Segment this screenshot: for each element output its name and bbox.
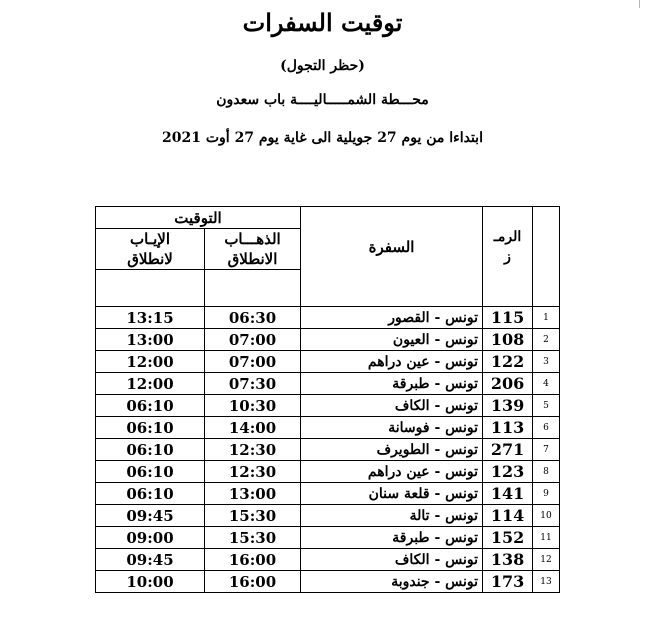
- table-row: [96, 571, 560, 593]
- row-index: 6: [533, 417, 560, 439]
- row-index: 3: [533, 351, 560, 373]
- trip-route: تونس - الطويرف: [301, 439, 483, 461]
- return-time: 09:45: [96, 505, 205, 527]
- return-time: 09:00: [96, 527, 205, 549]
- departure-time: 16:00: [205, 571, 301, 593]
- departure-time: 12:30: [205, 461, 301, 483]
- return-time: 12:00: [96, 351, 205, 373]
- departure-time: 14:00: [205, 417, 301, 439]
- departure-time: 15:30: [205, 527, 301, 549]
- trip-route: تونس - الكاف: [301, 395, 483, 417]
- table-row: [96, 505, 560, 527]
- row-index: 11: [533, 527, 560, 549]
- row-index: 8: [533, 461, 560, 483]
- trip-code: 122: [483, 351, 533, 373]
- trip-code: 173: [483, 571, 533, 593]
- row-index: 12: [533, 549, 560, 571]
- trip-code: 115: [483, 307, 533, 329]
- schedule-table: [95, 206, 560, 593]
- trip-route: تونس - تالة: [301, 505, 483, 527]
- table-row: [96, 461, 560, 483]
- trip-route: تونس - العيون: [301, 329, 483, 351]
- departure-time: 16:00: [205, 549, 301, 571]
- return-time: 13:15: [96, 307, 205, 329]
- departure-time: 13:00: [205, 483, 301, 505]
- trip-code: 108: [483, 329, 533, 351]
- trip-route: تونس - القصور: [301, 307, 483, 329]
- page-edge-marker: [639, 0, 640, 8]
- header-return: الإيـاب لانطلاق: [96, 229, 205, 270]
- header-trip: السفرة: [301, 207, 483, 307]
- row-index: 9: [533, 483, 560, 505]
- row-index: 5: [533, 395, 560, 417]
- trip-route: تونس - طبرقة: [301, 373, 483, 395]
- departure-time: 12:30: [205, 439, 301, 461]
- header-outbound: الذهـــاب الانطلاق: [205, 229, 301, 270]
- table-row: [96, 549, 560, 571]
- trip-route: تونس - فوسانة: [301, 417, 483, 439]
- trip-route: تونس - قلعة سنان: [301, 483, 483, 505]
- table-row: [96, 527, 560, 549]
- trip-code: 114: [483, 505, 533, 527]
- departure-time: 06:30: [205, 307, 301, 329]
- header-row-1: [96, 207, 560, 229]
- departure-time: 07:00: [205, 329, 301, 351]
- departure-time: 07:30: [205, 373, 301, 395]
- trip-code: 139: [483, 395, 533, 417]
- return-time: 06:10: [96, 395, 205, 417]
- header-timing: التوقيت: [96, 207, 301, 229]
- row-index: 7: [533, 439, 560, 461]
- trip-code: 113: [483, 417, 533, 439]
- departure-time: 07:00: [205, 351, 301, 373]
- table-row: [96, 373, 560, 395]
- departure-time: 10:30: [205, 395, 301, 417]
- return-time: 13:00: [96, 329, 205, 351]
- header-outbound-gap: [205, 270, 301, 307]
- return-time: 06:10: [96, 417, 205, 439]
- row-index: 13: [533, 571, 560, 593]
- table-row: [96, 351, 560, 373]
- trip-code: 152: [483, 527, 533, 549]
- return-time: 10:00: [96, 571, 205, 593]
- validity-period: ابتداءا من يوم 27 جويلية الى غاية يوم 27 أوت 2021: [162, 130, 483, 146]
- return-time: 06:10: [96, 483, 205, 505]
- table-row: [96, 439, 560, 461]
- row-index: 1: [533, 307, 560, 329]
- header-index-cell: [533, 207, 560, 307]
- trip-route: تونس - الكاف: [301, 549, 483, 571]
- return-time: 09:45: [96, 549, 205, 571]
- table-row: [96, 483, 560, 505]
- return-time: 06:10: [96, 439, 205, 461]
- trip-route: تونس - طبرقة: [301, 527, 483, 549]
- table-row: [96, 395, 560, 417]
- return-time: 12:00: [96, 373, 205, 395]
- return-time: 06:10: [96, 461, 205, 483]
- row-index: 10: [533, 505, 560, 527]
- trip-code: 206: [483, 373, 533, 395]
- departure-time: 15:30: [205, 505, 301, 527]
- station-name: محـــطة الشمـــــاليــــة باب سعدون: [216, 92, 429, 108]
- table-row: [96, 307, 560, 329]
- trip-route: تونس - عين دراهم: [301, 461, 483, 483]
- table-row: [96, 417, 560, 439]
- trip-code: 271: [483, 439, 533, 461]
- trip-route: تونس - جندوبة: [301, 571, 483, 593]
- trip-route: تونس - عين دراهم: [301, 351, 483, 373]
- header-code: الرمـ ز: [483, 207, 533, 307]
- document-subtitle: (حظر التجول): [280, 58, 365, 74]
- document-title: توقيت السفرات: [242, 8, 403, 37]
- row-index: 2: [533, 329, 560, 351]
- trip-code: 138: [483, 549, 533, 571]
- trip-code: 141: [483, 483, 533, 505]
- row-index: 4: [533, 373, 560, 395]
- table-row: [96, 329, 560, 351]
- header-return-gap: [96, 270, 205, 307]
- trip-code: 123: [483, 461, 533, 483]
